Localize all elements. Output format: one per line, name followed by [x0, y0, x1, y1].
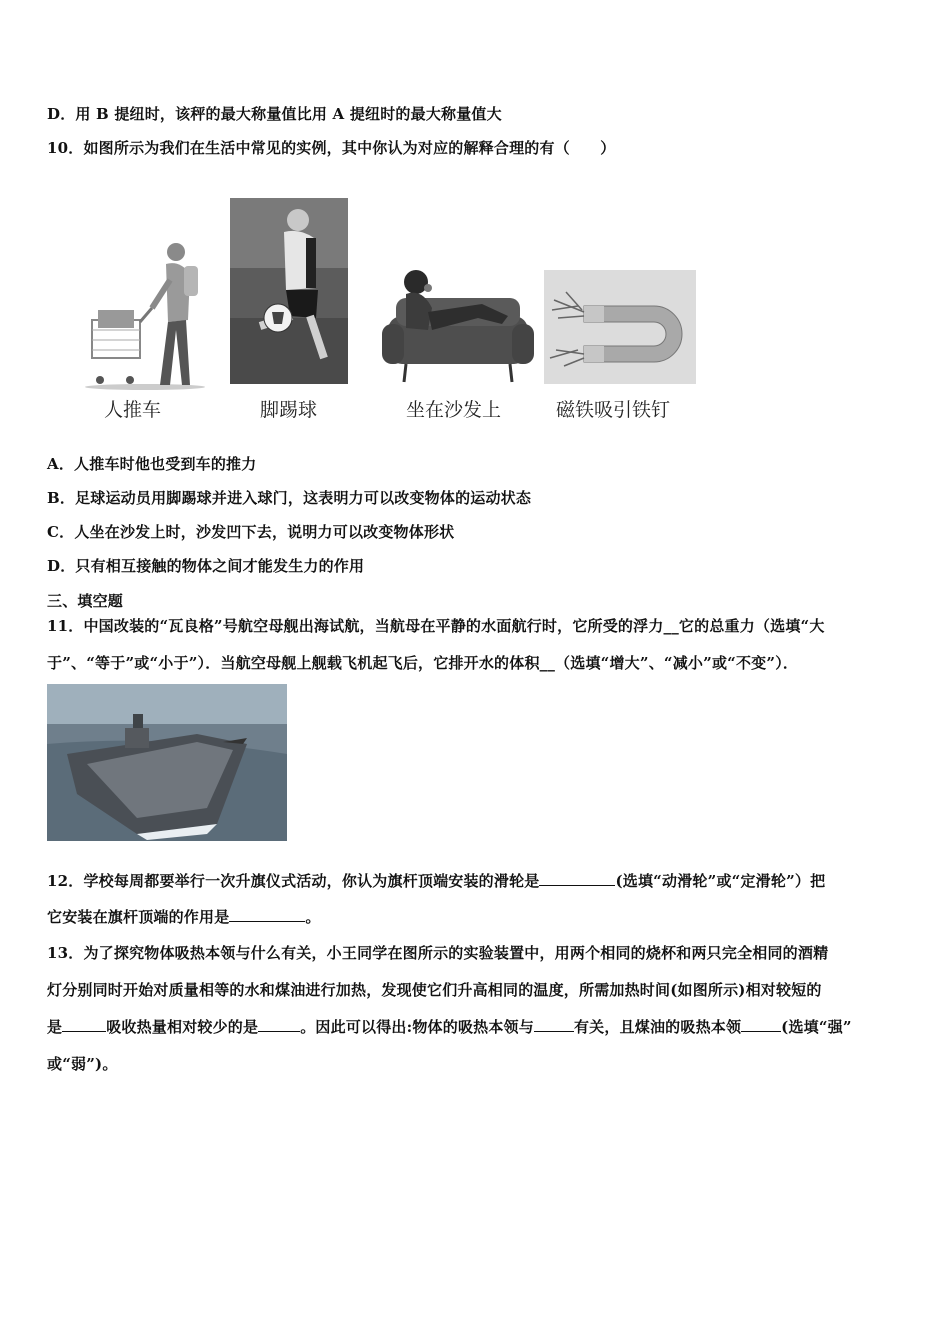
- q10-option-b: B．足球运动员用脚踢球并进入球门，这表明力可以改变物体的运动状态: [47, 489, 532, 507]
- caption-magnet-nails: 磁铁吸引铁钉: [556, 399, 671, 421]
- q11-line-1: 11．中国改装的“瓦良格”号航空母舰出海试航，当航母在平静的水面航行时，它所受的浮力__它的总重力（选填“大: [47, 617, 825, 635]
- q13-blank-2: [258, 1017, 300, 1032]
- person-pushing-cart-image: [80, 240, 210, 390]
- q13-line-4: 或“弱”)。: [47, 1055, 118, 1073]
- aircraft-carrier-image: [47, 684, 287, 841]
- q9-option-d: D．用 B 提纽时，该秤的最大称量值比用 A 提纽时的最大称量值大: [47, 105, 502, 123]
- q13-line-3: [47, 1016, 852, 1037]
- q13-text-a: 是: [47, 1018, 63, 1036]
- q10-stem: 10．如图所示为我们在生活中常见的实例，其中你认为对应的解释合理的有（ ）: [47, 139, 616, 157]
- boy-kicking-ball-image: [230, 198, 348, 384]
- q10-option-d: D．只有相互接触的物体之间才能发生力的作用: [47, 557, 365, 575]
- q13-text-e: (选填“强”: [781, 1018, 852, 1036]
- q13-line-1: 13．为了探究物体吸热本领与什么有关，小王同学在图所示的实验装置中，用两个相同的烧杯和两只完全相同的酒精: [47, 944, 829, 962]
- q12-line-1: [47, 870, 825, 891]
- section-heading: 三、填空题: [47, 592, 124, 610]
- q11-line-2: 于”、“等于”或“小于”）．当航空母舰上舰载飞机起飞后，它排开水的体积__（选填“增大”、“减小”或“不变”）．: [47, 654, 799, 672]
- magnet-attracting-nails-image: [544, 270, 696, 384]
- q13-text-c: 。因此可以得出:物体的吸热本领与: [300, 1018, 534, 1036]
- q12-text-d: 。: [305, 908, 321, 926]
- q13-text-b: 吸收热量相对较少的是: [106, 1018, 259, 1036]
- q13-blank-4: [741, 1017, 781, 1032]
- q13-blank-1: [62, 1017, 106, 1032]
- caption-kick-ball: 脚踢球: [260, 399, 318, 421]
- q13-blank-3: [534, 1017, 574, 1032]
- q12-blank-2: [229, 907, 305, 922]
- caption-push-cart: 人推车: [104, 399, 162, 421]
- q12-text-b: (选填“动滑轮”或“定滑轮”）把: [615, 872, 826, 890]
- q10-option-c: C．人坐在沙发上时，沙发凹下去，说明力可以改变物体形状: [47, 523, 455, 541]
- q12-blank-1: [539, 871, 615, 886]
- caption-sit-sofa: 坐在沙发上: [406, 399, 502, 421]
- q13-line-2: 灯分别同时开始对质量相等的水和煤油进行加热，发现使它们升高相同的温度，所需加热时间(如图所示)相对较短的: [47, 981, 822, 999]
- q12-text-c: 它安装在旗杆顶端的作用是: [47, 908, 230, 926]
- person-on-sofa-image: [382, 268, 534, 384]
- q10-option-a: A．人推车时他也受到车的推力: [47, 455, 257, 473]
- q13-text-d: 有关，且煤油的吸热本领: [573, 1018, 742, 1036]
- q12-line-2: [47, 906, 321, 927]
- q12-text-a: 12．学校每周都要举行一次升旗仪式活动，你认为旗杆顶端安装的滑轮是: [47, 872, 540, 890]
- q10-figure: [80, 198, 700, 428]
